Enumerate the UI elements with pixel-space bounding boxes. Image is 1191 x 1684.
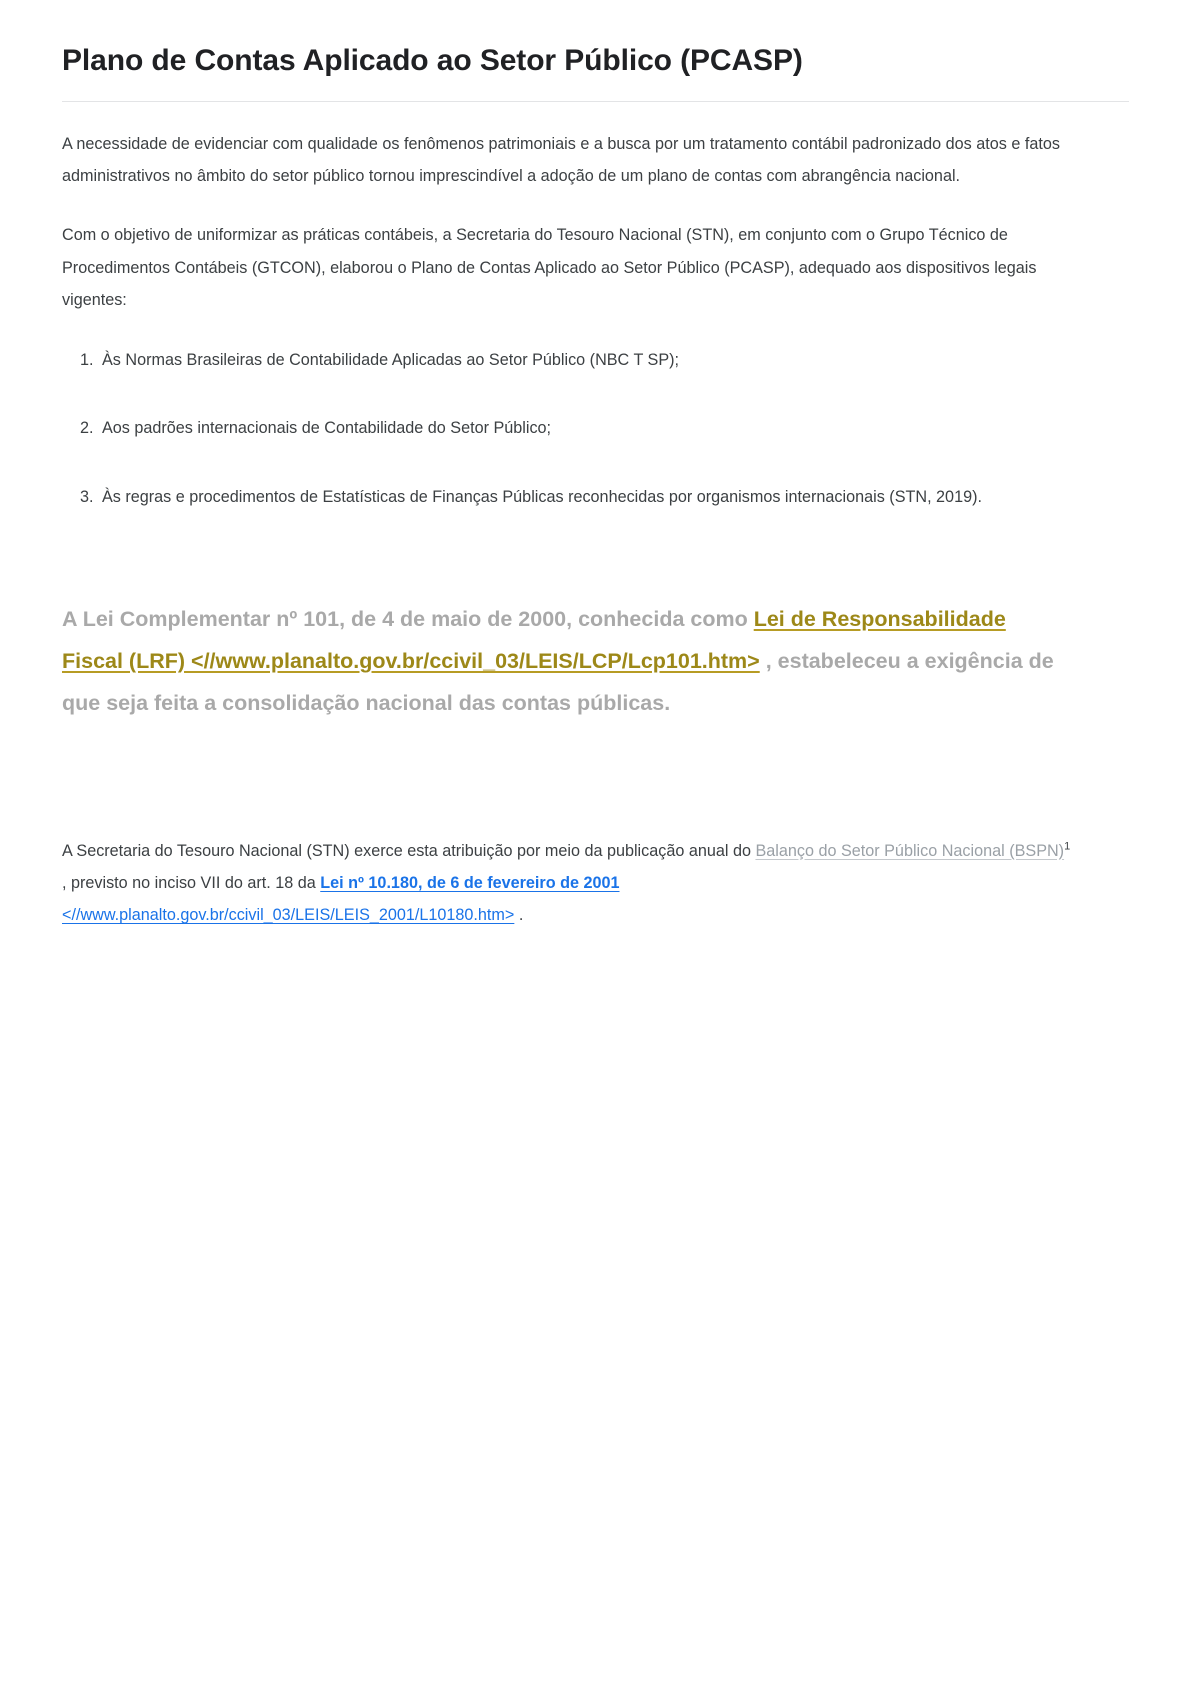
lrf-law-link[interactable]: Lei de Responsabilidade Fiscal (LRF) <//www.planalto.gov.br/ccivil_03/LEIS/LCP/Lcp101.htm>	[62, 606, 1006, 673]
paragraph-objective: Com o objetivo de uniformizar as práticas contábeis, a Secretaria do Tesouro Nacional (STN), em conjunto com o Grupo Técnico de Procedimentos Contábeis (GTCON), elaborou o Plano de Contas Aplicado ao Setor Público (PCASP), adequado aos dispositivos legais vigentes:	[62, 226, 1037, 310]
callout-tail-text: , estabeleceu a exigência de que seja feita a consolidação nacional das contas públicas.	[62, 648, 1054, 715]
final-lead-text: A Secretaria do Tesouro Nacional (STN) exerce esta atribuição por meio da publicação anual do	[62, 841, 756, 860]
lei-10180-link[interactable]: Lei nº 10.180, de 6 de fevereiro de 2001	[320, 874, 620, 893]
bspn-link[interactable]: Balanço do Setor Público Nacional (BSPN)	[755, 841, 1065, 860]
callout-lead-text: A Lei Complementar nº 101, de 4 de maio de 2000, conhecida como	[62, 606, 754, 631]
paragraph-bspn	[62, 835, 1072, 932]
list-item-label: Às regras e procedimentos de Estatísticas de Finanças Públicas reconhecidas por organismos internacionais (STN, 2019).	[102, 488, 982, 507]
list-item-label: Às Normas Brasileiras de Contabilidade Aplicadas ao Setor Público (NBC T SP);	[102, 350, 680, 369]
list-item	[62, 413, 1129, 444]
list-item-marker: 1.	[80, 350, 94, 369]
final-middle-text: , previsto no inciso VII do art. 18 da	[62, 874, 321, 893]
final-tail-text: .	[514, 906, 524, 925]
lei-10180-url-link[interactable]: <//www.planalto.gov.br/ccivil_03/LEIS/LEIS_2001/L10180.htm>	[62, 906, 515, 925]
footnote-marker: 1	[1064, 840, 1071, 853]
legal-basis-list	[62, 345, 1129, 513]
list-item	[62, 482, 1129, 513]
page-title: Plano de Contas Aplicado ao Setor Público (PCASP)	[62, 44, 803, 77]
list-item-marker: 3.	[80, 488, 94, 507]
list-item-label: Aos padrões internacionais de Contabilidade do Setor Público;	[102, 419, 552, 438]
highlight-callout	[62, 599, 1072, 725]
paragraph-intro: A necessidade de evidenciar com qualidade os fenômenos patrimoniais e a busca por um tratamento contábil padronizado dos atos e fatos administrativos no âmbito do setor público tornou imprescindível a adoção de um plano de contas com abrangência nacional.	[62, 134, 1060, 185]
title-divider	[62, 101, 1129, 102]
list-item-marker: 2.	[80, 419, 94, 438]
list-item	[62, 345, 1129, 376]
